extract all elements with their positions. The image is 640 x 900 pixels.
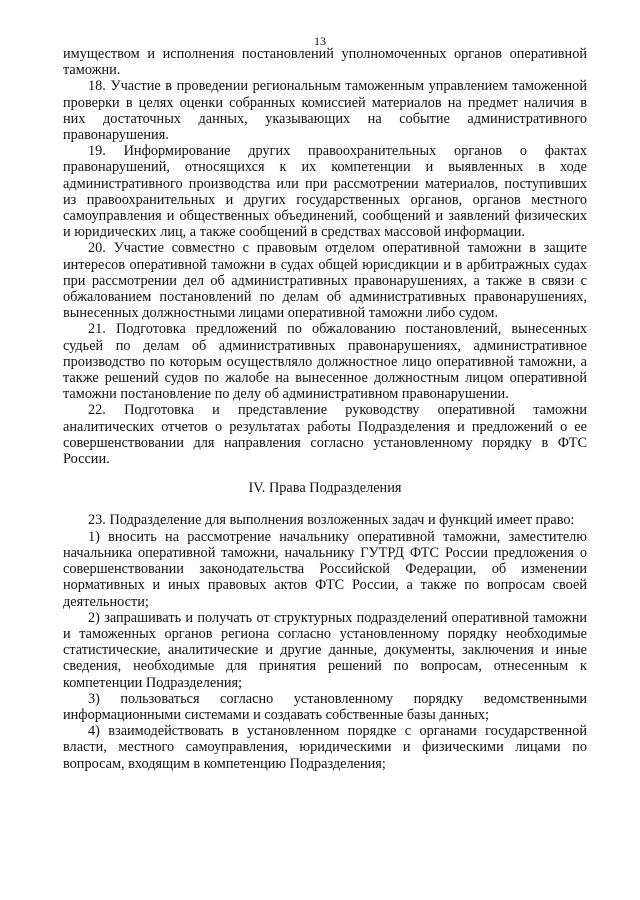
page-number: 13 [314,34,326,48]
paragraph-23: 23. Подразделение для выполнения возложенных задач и функций имеет право: [88,512,575,529]
paragraph-18: 18. Участие в проведении региональным таможенным управлением таможенной проверки в целях оценки собранных комиссией материалов на предмет наличия в них достаточных данных, указывающих на событие административного правонарушения. [63,78,587,144]
paragraph-21: 21. Подготовка предложений по обжалованию постановлений, вынесенных судьей по делам об административных правонарушениях, административное производство по которым осуществляло должностное лицо оперативной таможни, а также решений судов по жалобе на вынесенное должностным лицом оперативной таможни постановление по делу об административном правонарушении. [63,321,587,403]
paragraph-continuation: имуществом и исполнения постановлений уполномоченных органов оперативной таможни. [63,46,587,79]
paragraph-20: 20. Участие совместно с правовым отделом оперативной таможни в защите интересов оперативной таможни в судах общей юрисдикции и в арбитражных судах при рассмотрении дел об административных правонарушениях, а также в связи с обжалованием постановлений по делам об административных правонарушениях, вынесенных должностными лицами оперативной таможни либо судом. [63,240,587,322]
paragraph-22: 22. Подготовка и представление руководству оперативной таможни аналитических отчетов о результатах работы Подразделения и предложений о ее совершенствовании для направления согласно установленному порядку в ФТС России. [63,402,587,468]
document-body [63,46,587,772]
paragraph-23-item-3: 3) пользоваться согласно установленному порядку ведомственными информационными системами и создавать собственные базы данных; [63,690,587,723]
paragraph-19: 19. Информирование других правоохранительных органов о фактах правонарушений, относящихся к их компетенции и выявленных в ходе административного производства или при рассмотрении материалов, поступивших из правоохранительных и других государственных органов, органов местного самоуправления и общественных объединений, сообщений и заявлений физических и юридических лиц, а также сообщений в средствах массовой информации. [63,143,587,241]
section-heading: IV. Права Подразделения [248,480,402,497]
paragraph-23-item-4: 4) взаимодействовать в установленном порядке с органами государственной власти, местного самоуправления, юридическими и физическими лицами по вопросам, входящим в компетенцию Подразделения; [63,723,587,772]
paragraph-23-item-2: 2) запрашивать и получать от структурных подразделений оперативной таможни и таможенных органов региона согласно установленному порядку необходимые статистические, аналитические и другие данные, документы, заключения и иные сведения, необходимые для принятия решений по вопросам, отнесенным к компетенции Подразделения; [63,609,587,691]
paragraph-23-item-1: 1) вносить на рассмотрение начальнику оперативной таможни, заместителю начальника оперативной таможни, начальнику ГУТРД ФТС России предложения о совершенствовании законодательства Российской Федерации, об изменении нормативных и иных правовых актов ФТС России, а также по вопросам своей деятельности; [63,528,587,610]
